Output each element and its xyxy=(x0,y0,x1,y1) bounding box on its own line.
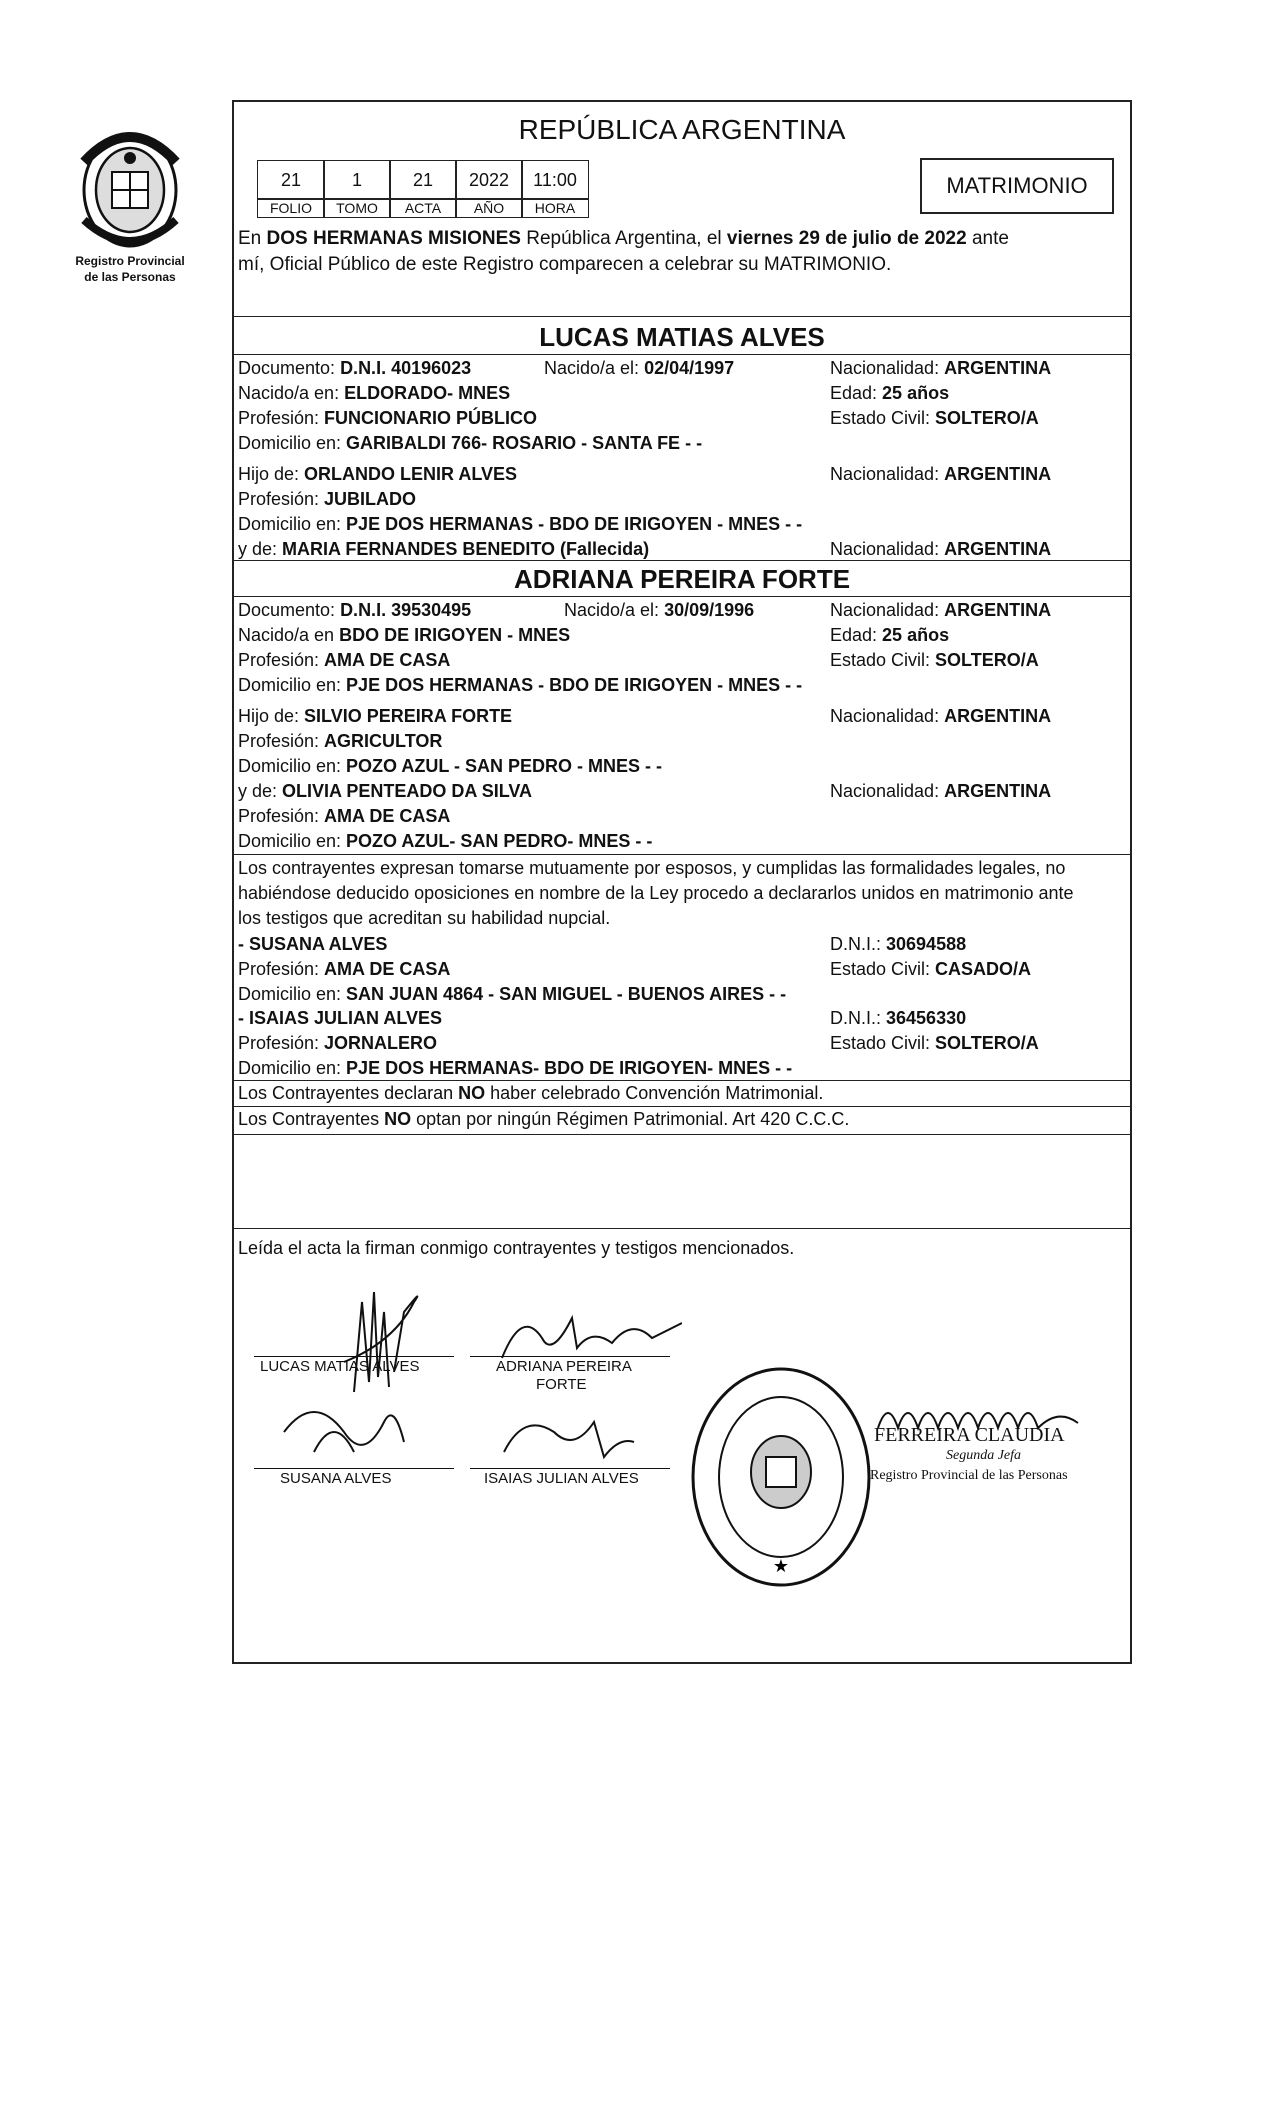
groom-age: Edad: 25 años xyxy=(830,383,950,403)
bride-mother: y de: OLIVIA PENTEADO DA SILVA xyxy=(238,781,533,801)
folio-cell: 21 xyxy=(257,160,325,200)
witness1-address: Domicilio en: SAN JUAN 4864 - SAN MIGUEL - BUENOS AIRES - - xyxy=(238,984,787,1004)
doc-type-box: MATRIMONIO xyxy=(920,158,1114,214)
folio-label: FOLIO xyxy=(257,198,325,218)
official-stamp-icon xyxy=(686,1362,876,1592)
intro-date: viernes 29 de julio de 2022 xyxy=(726,228,967,249)
tomo-cell: 1 xyxy=(323,160,391,200)
signature-label-witness1: SUSANA ALVES xyxy=(280,1470,392,1487)
bride-mother-nationality: Nacionalidad: ARGENTINA xyxy=(830,781,1052,801)
bride-father-address: Domicilio en: POZO AZUL - SAN PEDRO - MNES - - xyxy=(238,756,663,776)
bride-nationality: Nacionalidad: ARGENTINA xyxy=(830,600,1052,620)
signature-label-groom: LUCAS MATIAS ALVES xyxy=(260,1358,420,1375)
bride-birthdate: Nacido/a el: 30/09/1996 xyxy=(564,600,755,620)
witness1-dni: D.N.I.: 30694588 xyxy=(830,934,967,954)
groom-father-profession: Profesión: JUBILADO xyxy=(238,489,417,509)
intro-line1: En DOS HERMANAS MISIONES República Argentina, el viernes 29 de julio de 2022 ante xyxy=(238,228,1009,249)
groom-mother: y de: MARIA FERNANDES BENEDITO (Fallecida) xyxy=(238,539,650,559)
logo-caption-line2: de las Personas xyxy=(84,270,176,284)
signature-label-bride-line1: ADRIANA PEREIRA xyxy=(496,1358,632,1375)
groom-birthplace: Nacido/a en: ELDORADO- MNES xyxy=(238,383,511,403)
year-label: AÑO xyxy=(455,198,523,218)
bride-father-nationality: Nacionalidad: ARGENTINA xyxy=(830,706,1052,726)
logo-caption-line1: Registro Provincial xyxy=(75,254,185,268)
ceremony-line2: habiéndose deducido oposiciones en nombre de la Ley procedo a declararlos unidos en matrimonio ante xyxy=(238,883,1074,903)
marriage-certificate xyxy=(232,100,1132,1664)
groom-father-address: Domicilio en: PJE DOS HERMANAS - BDO DE IRIGOYEN - MNES - - xyxy=(238,514,803,534)
acta-label: ACTA xyxy=(389,198,457,218)
groom-profession: Profesión: FUNCIONARIO PÚBLICO xyxy=(238,408,538,428)
intro-place: DOS HERMANAS MISIONES xyxy=(266,228,521,249)
witness2-dni: D.N.I.: 36456330 xyxy=(830,1008,967,1028)
signature-scribble-4 xyxy=(484,1402,644,1472)
bride-father-profession: Profesión: AGRICULTOR xyxy=(238,731,443,751)
bride-mother-address: Domicilio en: POZO AZUL- SAN PEDRO- MNES - - xyxy=(238,831,653,851)
hour-label: HORA xyxy=(521,198,589,218)
bride-profession: Profesión: AMA DE CASA xyxy=(238,650,451,670)
regime-line2: Los Contrayentes NO optan por ningún Régimen Patrimonial. Art 420 C.C.C. xyxy=(238,1109,850,1129)
witness2-profession: Profesión: JORNALERO xyxy=(238,1033,438,1053)
year-cell: 2022 xyxy=(455,160,523,200)
signatures-intro: Leída el acta la firman conmigo contrayentes y testigos mencionados. xyxy=(238,1238,795,1258)
page-title: REPÚBLICA ARGENTINA xyxy=(518,114,846,145)
ceremony-line1: Los contrayentes expresan tomarse mutuamente por esposos, y cumplidas las formalidades legales, no xyxy=(238,858,1066,878)
regime-line1: Los Contrayentes declaran NO haber celebrado Convención Matrimonial. xyxy=(238,1083,824,1103)
witness2-address: Domicilio en: PJE DOS HERMANAS- BDO DE IRIGOYEN- MNES - - xyxy=(238,1058,793,1078)
bride-birthplace: Nacido/a en BDO DE IRIGOYEN - MNES xyxy=(238,625,571,645)
witness2-name: - ISAIAS JULIAN ALVES xyxy=(238,1008,443,1028)
groom-father-nationality: Nacionalidad: ARGENTINA xyxy=(830,464,1052,484)
groom-father: Hijo de: ORLANDO LENIR ALVES xyxy=(238,464,518,484)
tomo-label: TOMO xyxy=(323,198,391,218)
witness1-civil-status: Estado Civil: CASADO/A xyxy=(830,959,1032,979)
groom-birthdate: Nacido/a el: 02/04/1997 xyxy=(544,358,735,378)
official-org: Registro Provincial de las Personas xyxy=(870,1468,1068,1483)
groom-address: Domicilio en: GARIBALDI 766- ROSARIO - SANTA FE - - xyxy=(238,433,703,453)
bride-mother-profession: Profesión: AMA DE CASA xyxy=(238,806,451,826)
coat-of-arms-icon xyxy=(70,122,190,257)
witness1-profession: Profesión: AMA DE CASA xyxy=(238,959,451,979)
witness1-name: - SUSANA ALVES xyxy=(238,934,388,954)
record-cells xyxy=(257,160,597,222)
ceremony-line3: los testigos que acreditan su habilidad nupcial. xyxy=(238,908,611,928)
intro-line2: mí, Oficial Público de este Registro comparecen a celebrar su MATRIMONIO. xyxy=(238,254,892,275)
groom-document: Documento: D.N.I. 40196023 xyxy=(238,358,472,378)
registry-logo xyxy=(70,122,190,292)
signature-scribble-1 xyxy=(274,1282,474,1402)
bride-age: Edad: 25 años xyxy=(830,625,950,645)
witness2-civil-status: Estado Civil: SOLTERO/A xyxy=(830,1033,1039,1053)
signature-scribble-3 xyxy=(254,1392,434,1472)
bride-document: Documento: D.N.I. 39530495 xyxy=(238,600,472,620)
bride-address: Domicilio en: PJE DOS HERMANAS - BDO DE IRIGOYEN - MNES - - xyxy=(238,675,803,695)
groom-mother-nationality: Nacionalidad: ARGENTINA xyxy=(830,539,1052,559)
groom-nationality: Nacionalidad: ARGENTINA xyxy=(830,358,1052,378)
groom-civil-status: Estado Civil: SOLTERO/A xyxy=(830,408,1039,428)
official-title: Segunda Jefa xyxy=(946,1448,1022,1463)
signature-label-witness2: ISAIAS JULIAN ALVES xyxy=(484,1470,639,1487)
acta-cell: 21 xyxy=(389,160,457,200)
bride-civil-status: Estado Civil: SOLTERO/A xyxy=(830,650,1039,670)
hour-cell: 11:00 xyxy=(521,160,589,200)
svg-text:★: ★ xyxy=(772,1556,790,1577)
official-name: FERREIRA CLAUDIA xyxy=(874,1424,1065,1446)
groom-name: LUCAS MATIAS ALVES xyxy=(539,322,825,352)
bride-father: Hijo de: SILVIO PEREIRA FORTE xyxy=(238,706,513,726)
signature-label-bride-line2: FORTE xyxy=(536,1376,587,1393)
bride-name: ADRIANA PEREIRA FORTE xyxy=(513,564,851,594)
